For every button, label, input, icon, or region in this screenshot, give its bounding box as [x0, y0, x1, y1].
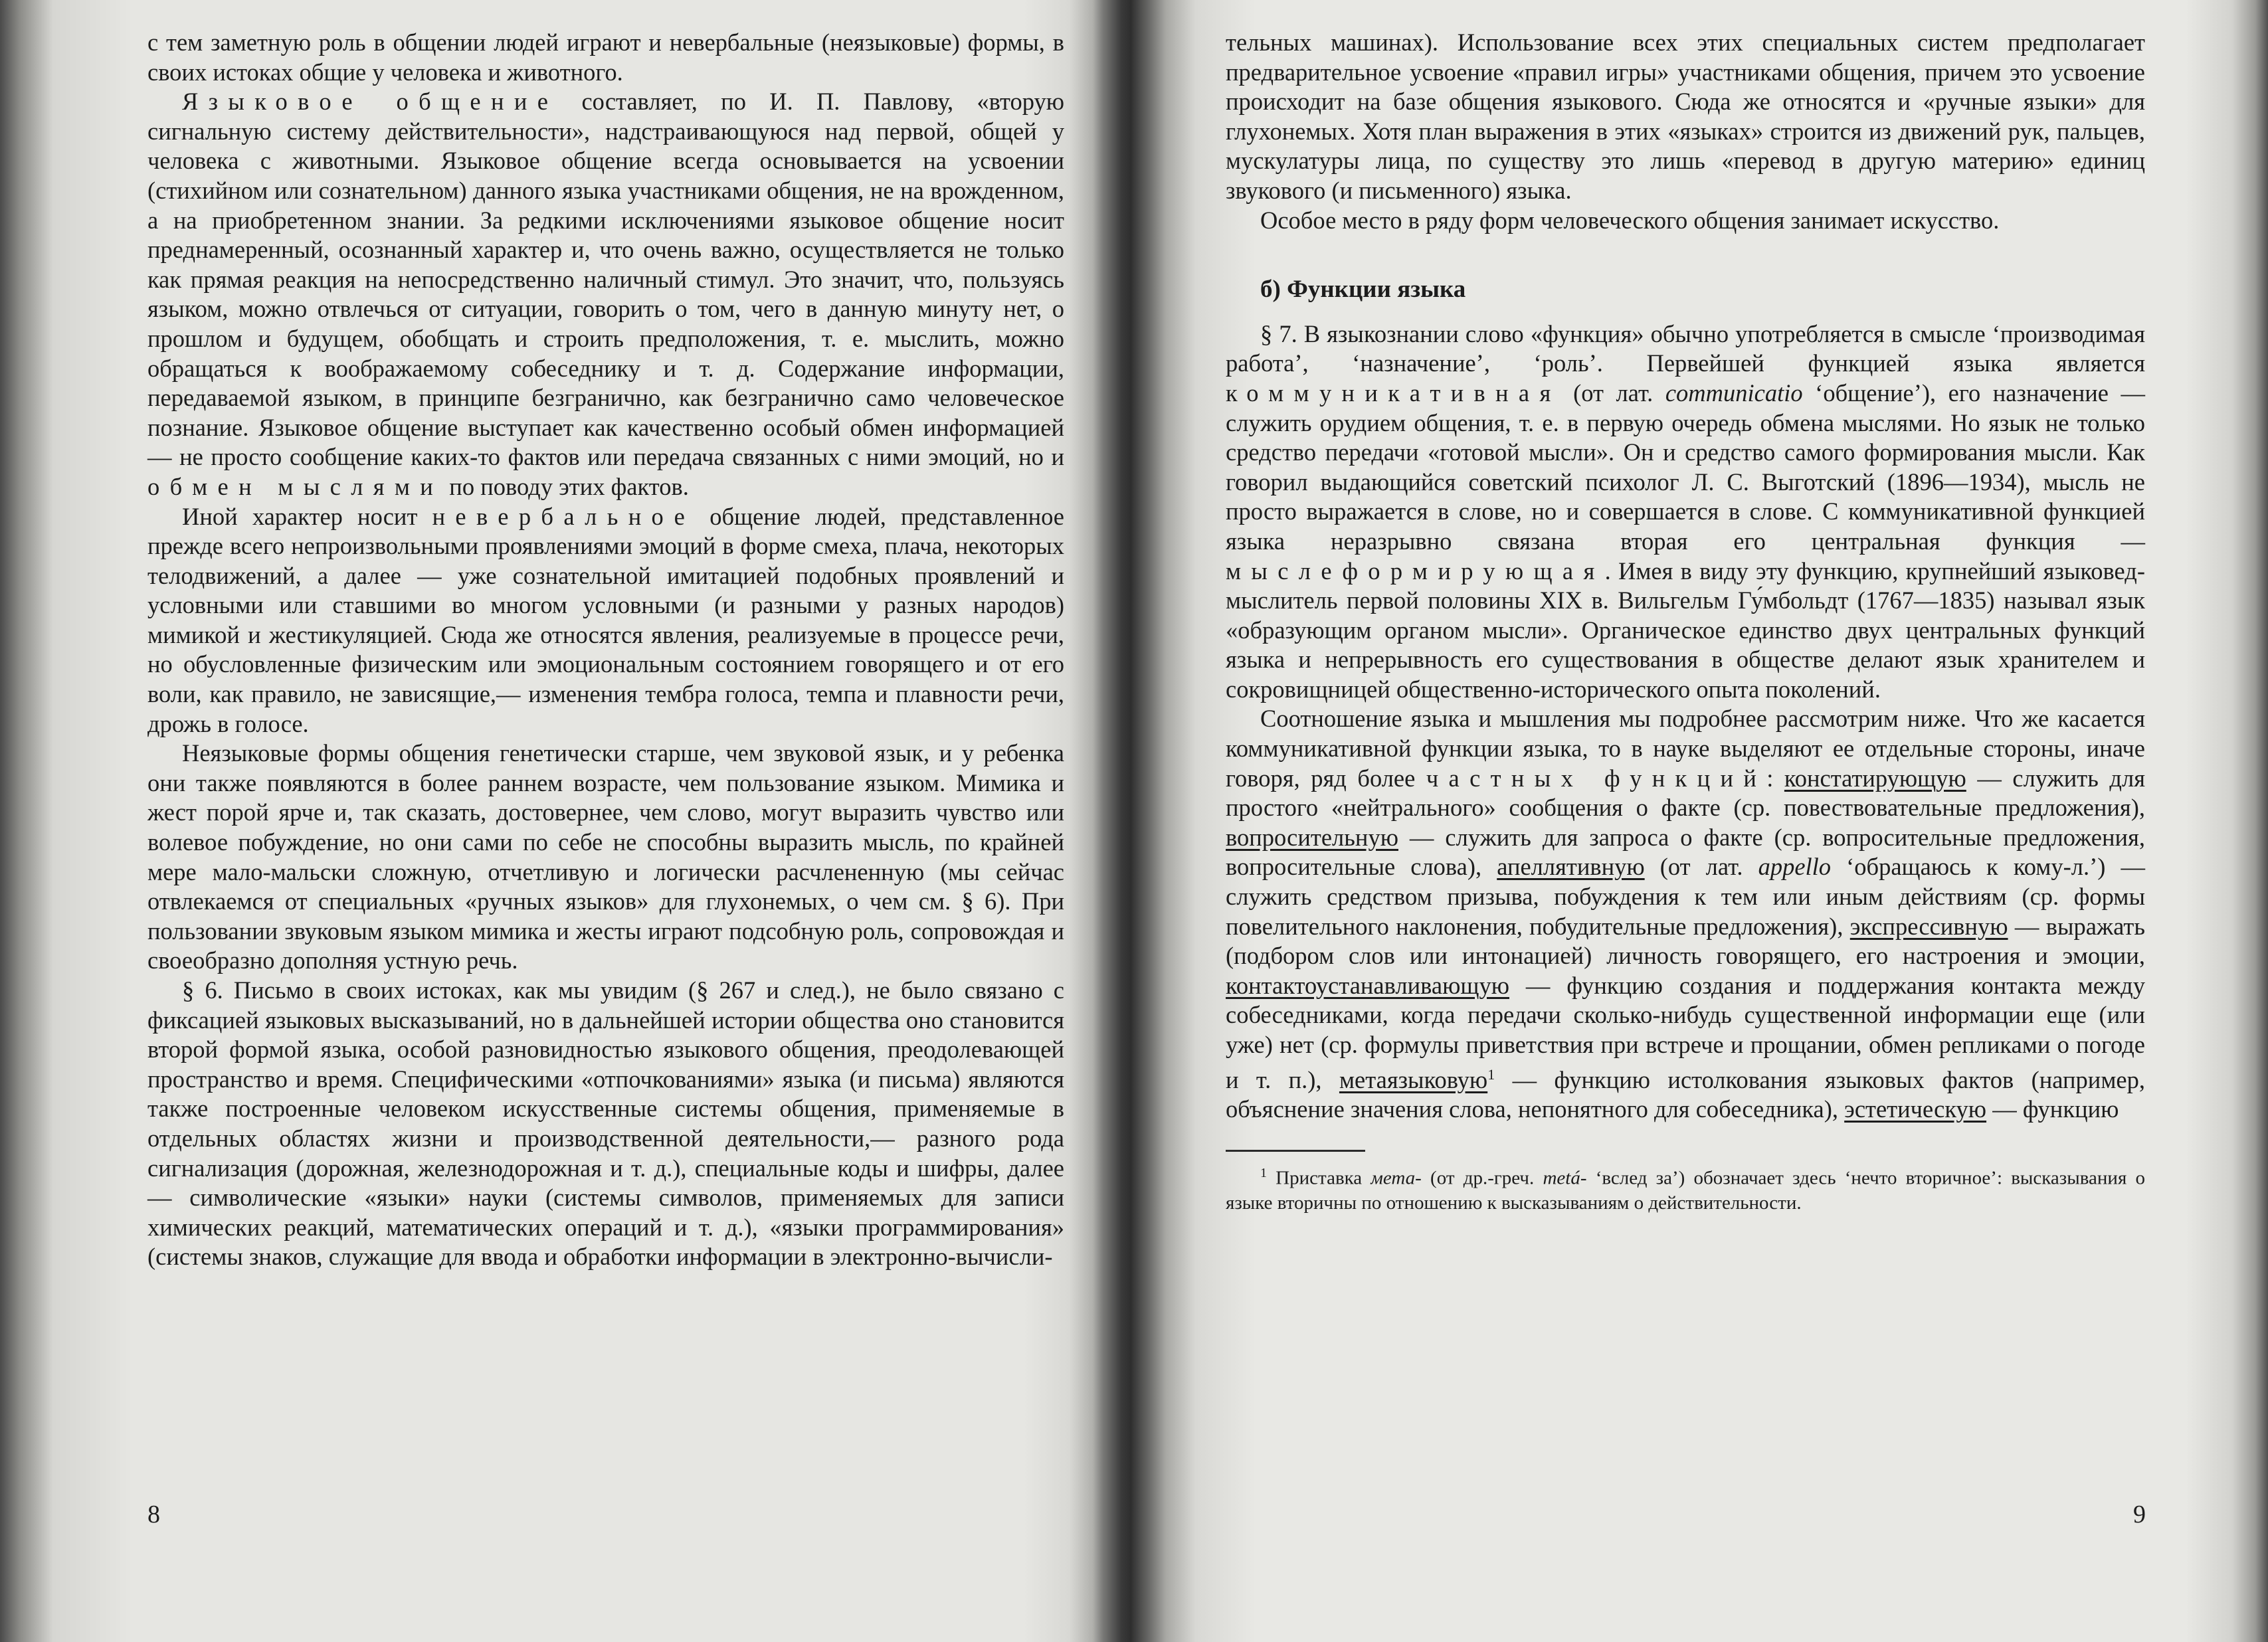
paragraph — [1226, 704, 2145, 1124]
spaced-term: невербальное — [432, 502, 696, 530]
text-run: . Имея в виду эту функцию, крупнейший языковед-мыслитель первой половины XIX в. Вильгельм Гу́мбольдт (1767—1835) называл язык «образующим органом мысли». Органическое единство двух центральных функций языка и непрерывность его существования в обществе делают язык хранителем и сокровищницей общественно-исторического опыта поколений. — [1226, 557, 2145, 703]
paragraph: Особое место в ряду форм человеческого общения занимает искусство. — [1260, 206, 2000, 234]
book-gutter — [1103, 0, 1149, 1642]
text-run: : — [1766, 764, 1784, 792]
text-run: — служить для простого «нейтрального» сообщения о факте (ср. повествовательные предложения), — [1226, 764, 2145, 822]
text-run: § 7. В языкознании слово «функция» обычно употребляется в смысле ‘производимая работа’, ‘назначение’, ‘роль’. Первейшей функцией языка является — [1226, 319, 2145, 377]
spaced-term: Языковое общение — [182, 88, 559, 116]
spaced-term: коммуникативная — [1226, 379, 1561, 407]
footnote-number: 1 — [1260, 1165, 1267, 1180]
page-number: 9 — [2133, 1501, 2146, 1528]
paragraph: с тем заметную роль в общении людей играют и невербальные (неязыковые) формы, в своих истоках общие у человека и животного. — [147, 29, 1064, 86]
paragraph: тельных машинах). Использование всех этих специальных систем предполагает предварительное усвоение «правил игры» участниками общения, причем это усвоение происходит на базе общения языкового. Сюда же относятся и «ручные языки» для глухонемых. Хотя план выражения в этих «языках» строится из движений рук, пальцев, мускулатуры лица, по существу это лишь «перевод в другую материю» единиц звукового (и письменного) языка. — [1226, 29, 2145, 204]
text-run: (от лат. — [1560, 379, 1665, 407]
function-term: контактоустанавливающую — [1226, 971, 1509, 999]
text-run: — функцию — [1986, 1095, 2119, 1123]
paragraph: Неязыковые формы общения генетически старше, чем звуковой язык, и у ребенка они также появляются в более раннем возрасте, чем пользование языком. Мимика и жест порой ярче и, так сказать, достовернее, чем слово, могут выразить чувство или волевое побуждение, но они сами по себе не способны выразить мысль, по крайней мере мало-мальски сложную, отчетливую и логически расчлененную (мы сейчас отвлекаемся от специальных «ручных языков» для глухонемых, о чем см. § 6). При пользовании звуковым языком мимика и жесты играют подсобную роль, сопровождая и своеобразно дополняя устную речь. — [147, 739, 1064, 974]
spaced-term: обмен мыслями — [147, 472, 444, 500]
footnote-marker: 1 — [1487, 1065, 1495, 1083]
text-run: общение людей, представленное прежде всего непроизвольными проявлениями эмоций в форме смеха, плача, некоторых телодвижений, а далее — уже сознательной имитацией подобных проявлений и условными или ставшими во многом условными (и разными у разных народов) мимикой и жестикуляцией. Сюда же относятся явления, реализуемые в процессе речи, но обусловленные физическим или эмоциональным состоянием говорящего и от его воли, как правило, не зависящие,— изменения тембра голоса, темпа и плавности речи, дрожь в голосе. — [147, 502, 1064, 737]
text-run: (от др.-греч. — [1421, 1167, 1543, 1189]
latin-term: appello — [1758, 853, 1832, 881]
spaced-term: мыслеформирующая — [1226, 557, 1605, 585]
latin-term: communicatio — [1665, 379, 1803, 407]
text-run: составляет, по И. П. Павлову, «вторую сигнальную систему действительности», надстраивающуюся над первой, общей у человека с животными. Языковое общение всегда основывается на усвоении (стихийном или сознательном) данного языка участниками общения, не на врожденном, а на приобретенном знании. За редкими исключениями языковое общение носит преднамеренный, осознанный характер и, что очень важно, осуществляется не только как прямая реакция на непосредственно наличный стимул. Это значит, что, пользуясь языком, можно отвлечься от ситуации, говорить о том, чего в данную минуту нет, о прошлом и будущем, обобщать и строить предположения, т. е. мыслить, можно обращаться к воображаемому собеседнику и т. д. Содержание информации, передаваемой языком, в принципе безгранично, как безгранично само человеческое познание. Языковое общение выступает как качественно особый обмен информацией — не просто сообщение каких-то фактов или передача связанных с ними эмоций, но и — [147, 88, 1064, 471]
text-run: — функцию истолкования языковых фактов (например, объяснение значения слова, непонятного для собеседника), — [1226, 1065, 2145, 1123]
text-run: — функцию создания и поддержания контакта между собеседниками, когда передачи сколько-нибудь существенной информации еще (или уже) нет (ср. формулы приветствия при встрече и прощании, обмен репликами о погоде и т. п.), — [1226, 971, 2145, 1093]
text-run: ‘вслед за’) обозначает здесь ‘нечто вторичное’: высказывания о языке вторичны по отношению к высказываниям о действительности. — [1226, 1167, 2145, 1214]
paragraph — [147, 87, 1064, 502]
italic-term: мета- — [1370, 1167, 1422, 1189]
paragraph — [1226, 319, 2145, 705]
function-term: апеллятивную — [1497, 853, 1645, 881]
paragraph: § 6. Письмо в своих истоках, как мы увидим (§ 267 и след.), не было связано с фиксацией языковых высказываний, но в дальнейшей истории общества оно становится второй формой языка, особой разновидностью языкового общения, преодолевающей пространство и время. Специфическими «отпочкованиями» языка (и письма) являются также построенные человеком искусственные системы общения, применяемые в отдельных областях жизни и производственной деятельности,— разного рода сигнализация (дорожная, железнодорожная и т. д.), специальные коды и шифры, далее — символические «языки» науки (системы символов, применяемых для записи химических реакций, математических операций и т. д.), «языки программирования» (системы знаков, служащие для ввода и обработки информации в электронно-вычисли- — [147, 976, 1064, 1271]
right-page-text — [1226, 28, 2145, 1216]
text-run: Иной характер носит — [182, 502, 432, 530]
text-run: Соотношение языка и мышления мы подробнее рассмотрим ниже. Что же касается коммуникативной функции языка, то в науке выделяют ее отдельные стороны, иначе говоря, ряд более — [1226, 705, 2145, 792]
left-page-text — [147, 28, 1064, 1272]
text-run: — выражать (подбором слов или интонацией) личность говорящего, его настроения и эмоции, — [1226, 912, 2145, 970]
section-heading: б) Функции языка — [1260, 276, 1466, 304]
function-term: вопросительную — [1226, 823, 1398, 851]
text-run: ‘общение’), его назначение — служить орудием общения, т. е. в первую очередь обмена мыслями. Но язык не только средство передачи «готовой мысли». Он и средство самого формирования мысли. Как говорил выдающийся советский психолог Л. С. Выготский (1896—1934), мысль не просто выражается в слове, но и совершается в слове. С коммуникативной функцией языка неразрывно связана вторая его центральная функция — — [1226, 379, 2145, 555]
function-term: эстетическую — [1844, 1095, 1987, 1123]
page-number: 8 — [147, 1501, 160, 1528]
italic-term: metá- — [1543, 1167, 1587, 1189]
text-run: Приставка — [1267, 1167, 1371, 1189]
text-run: ‘обращаюсь к кому-л.’) — служить средством призыва, побуждения к тем или иным действиям (ср. формы повелительного наклонения, побудительные предложения), — [1226, 853, 2145, 940]
spaced-term: частных функций — [1426, 764, 1767, 792]
function-term: метаязыковую — [1339, 1065, 1488, 1093]
footnote — [1226, 1161, 2145, 1216]
text-run: (от лат. — [1644, 853, 1758, 881]
function-term: констатирующую — [1784, 764, 1966, 792]
function-term: экспрессивную — [1849, 912, 2008, 940]
right-page — [1149, 0, 2268, 1642]
text-run: — служить для запроса о факте (ср. вопросительные предложения, вопросительные слова), — [1226, 823, 2145, 881]
paragraph — [147, 502, 1064, 739]
left-page — [0, 0, 1103, 1642]
text-run: по поводу этих фактов. — [443, 472, 689, 500]
footnote-divider — [1226, 1150, 1365, 1152]
